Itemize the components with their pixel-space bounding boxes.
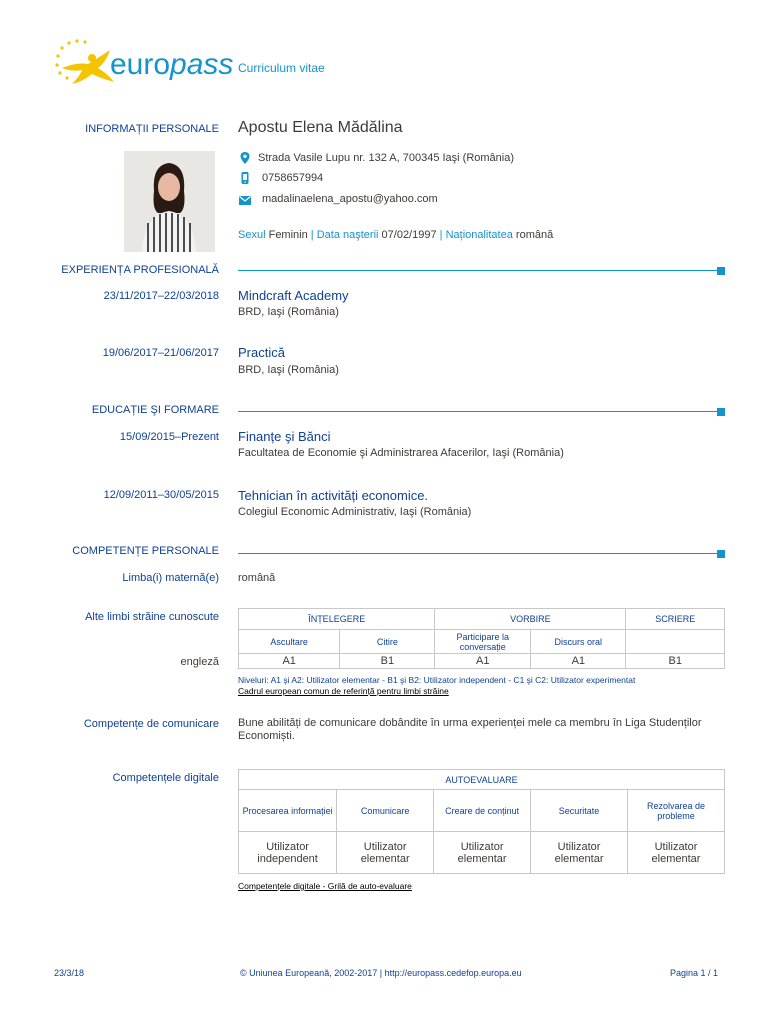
lang-value: A1 xyxy=(531,654,626,669)
col-listening: Ascultare xyxy=(239,630,340,654)
section-divider xyxy=(238,550,725,558)
lang-value: A1 xyxy=(239,654,340,669)
col-reading: Citire xyxy=(340,630,435,654)
digital-grid-link[interactable]: Competențele digitale - Grilă de auto-evaluare xyxy=(238,881,412,891)
phone-icon xyxy=(238,171,252,185)
doc-title: Curriculum vitae xyxy=(238,61,325,75)
footer-date: 23/3/18 xyxy=(54,968,85,978)
communication-label: Competențe de comunicare xyxy=(83,718,219,730)
digital-label: Competențele digitale xyxy=(112,772,219,784)
experience-section-label: EXPERIENȚA PROFESIONALĂ xyxy=(61,264,219,276)
experience-2-title: Practică xyxy=(238,345,285,360)
col-communication: Comunicare xyxy=(337,790,434,832)
col-content-creation: Creare de conținut xyxy=(434,790,531,832)
separator: | xyxy=(310,229,314,241)
personal-section-label: INFORMAȚII PERSONALE xyxy=(85,123,219,135)
education-2-title: Tehnician în activități economice. xyxy=(238,488,429,503)
nationality-label: Naționalitatea xyxy=(445,229,513,241)
lang-value: A1 xyxy=(435,654,531,669)
person-name: Apostu Elena Mădălina xyxy=(238,119,403,136)
email-icon xyxy=(238,193,252,207)
experience-1-employer: BRD, Iaşi (România) xyxy=(238,306,339,318)
profile-photo xyxy=(124,151,215,252)
dob-label: Data naşterii xyxy=(316,229,379,241)
digital-value: Utilizator independent xyxy=(239,832,337,874)
digital-skills-table xyxy=(238,769,725,874)
experience-2-employer: BRD, Iaşi (România) xyxy=(238,364,339,376)
education-section-label: EDUCAȚIE ŞI FORMARE xyxy=(91,404,219,416)
cefr-link[interactable]: Cadrul european comun de referință pentru limbi străine xyxy=(238,686,449,696)
education-1-dates: 15/09/2015–Prezent xyxy=(119,431,219,443)
skills-section-label: COMPETENȚE PERSONALE xyxy=(72,545,219,557)
other-languages-label: Alte limbi străine cunoscute xyxy=(85,611,219,623)
group-writing: SCRIERE xyxy=(626,609,725,630)
lang-value: B1 xyxy=(626,654,725,669)
section-divider xyxy=(238,267,725,275)
education-1-title: Finanțe şi Bănci xyxy=(238,429,331,444)
digital-value: Utilizator elementar xyxy=(628,832,725,874)
email-text[interactable]: madalinaelena_apostu@yahoo.com xyxy=(262,193,438,205)
mother-tongue-label: Limba(i) maternă(e) xyxy=(122,572,219,584)
col-safety: Securitate xyxy=(531,790,628,832)
col-interaction: Participare la conversație xyxy=(435,630,531,654)
language-levels-note: Niveluri: A1 şi A2: Utilizator elementar - B1 şi B2: Utilizator independent - C1 şi C2: Utilizator experimentat xyxy=(238,675,636,685)
personal-details-line xyxy=(238,229,553,241)
sex-value: Feminin xyxy=(268,229,308,241)
education-1-institution: Facultatea de Economie şi Administrarea Afacerilor, Iaşi (România) xyxy=(238,447,564,459)
col-production: Discurs oral xyxy=(531,630,626,654)
experience-1-dates: 23/11/2017–22/03/2018 xyxy=(103,290,219,302)
experience-2-dates: 19/06/2017–21/06/2017 xyxy=(102,347,219,359)
digital-value: Utilizator elementar xyxy=(337,832,434,874)
language-table xyxy=(238,608,725,669)
experience-1-title: Mindcraft Academy xyxy=(238,288,349,303)
phone-text[interactable]: 0758657994 xyxy=(262,172,324,184)
sex-label: Sexul xyxy=(238,229,266,241)
col-info-processing: Procesarea informației xyxy=(239,790,337,832)
education-2-dates: 12/09/2011–30/05/2015 xyxy=(103,489,219,501)
group-speaking: VORBIRE xyxy=(435,609,626,630)
col-problem-solving: Rezolvarea de probleme xyxy=(628,790,725,832)
language-name: engleză xyxy=(180,656,219,668)
address-text: Strada Vasile Lupu nr. 132 A, 700345 Iaşi (România) xyxy=(258,152,515,164)
digital-value: Utilizator elementar xyxy=(531,832,628,874)
footer-copyright[interactable]: © Uniunea Europeană, 2002-2017 | http://europass.cedefop.europa.eu xyxy=(240,968,522,978)
group-understanding: ÎNȚELEGERE xyxy=(239,609,435,630)
communication-text: Bune abilități de comunicare dobândite în urma experienței mele ca membru în Liga Studenților Economiști. xyxy=(238,717,702,742)
logo-text: europass xyxy=(110,48,234,81)
separator: | xyxy=(439,229,443,241)
education-2-institution: Colegiul Economic Administrativ, Iaşi (România) xyxy=(238,506,472,518)
self-assessment-header: AUTOEVALUARE xyxy=(239,770,725,790)
europass-logo xyxy=(52,38,234,88)
lang-value: B1 xyxy=(340,654,435,669)
section-divider xyxy=(238,408,725,416)
mother-tongue-value: română xyxy=(238,572,276,584)
dob-value: 07/02/1997 xyxy=(381,229,437,241)
footer-page: Pagina 1 / 1 xyxy=(670,968,719,978)
nationality-value: română xyxy=(515,229,554,241)
location-icon xyxy=(238,151,252,165)
digital-value: Utilizator elementar xyxy=(434,832,531,874)
